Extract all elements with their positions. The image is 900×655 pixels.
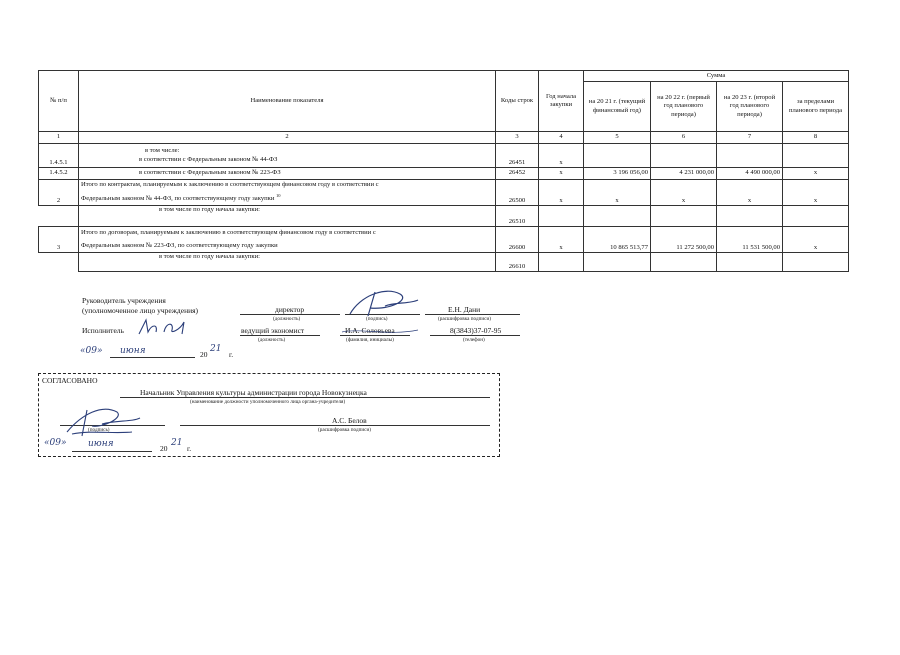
line <box>425 314 520 315</box>
col-number: 3 <box>496 132 539 144</box>
empty-cell <box>539 253 584 272</box>
executor-phone: 8(3843)37-07-95 <box>450 326 502 335</box>
col-number: 8 <box>783 132 849 144</box>
approval-date-day: «09» <box>44 438 67 448</box>
date-year: 21 <box>210 344 222 354</box>
row-num: 3 <box>39 227 79 253</box>
col-number: 6 <box>651 132 717 144</box>
date-suffix: г. <box>229 350 234 359</box>
line <box>180 425 490 426</box>
line <box>110 357 195 358</box>
row-name: в соответствии с Федеральным законом № 223-ФЗ <box>79 168 496 180</box>
head-name: Е.Н. Дани <box>448 305 481 314</box>
row-c6: 4 231 000,00 <box>651 168 717 180</box>
row-c5: 10 865 513,77 <box>584 227 651 253</box>
row-name <box>79 180 496 206</box>
table-row <box>39 227 849 253</box>
caption: (расшифровка подписи) <box>318 427 371 433</box>
row-c7: 11 531 500,00 <box>717 227 783 253</box>
col-number-row <box>39 132 849 144</box>
approval-signature <box>62 404 142 438</box>
row-year: х <box>539 144 584 168</box>
row-name-line: в соответствии с Федеральным законом № 44-ФЗ <box>139 155 278 163</box>
line <box>240 335 320 336</box>
col-number: 5 <box>584 132 651 144</box>
row-name-line <box>81 193 493 203</box>
row-c6: х <box>651 180 717 206</box>
row-code: 26451 <box>496 144 539 168</box>
caption: (телефон) <box>463 337 485 343</box>
empty-cell <box>584 253 651 272</box>
header-num: № п/п <box>39 71 79 132</box>
empty-cell <box>584 206 651 227</box>
row-name-line: Итого по контрактам, планируемым к заключению в соответствующем финансовом году в соответствии с <box>81 181 379 189</box>
purchase-table <box>38 70 849 272</box>
row-c5: 3 196 056,00 <box>584 168 651 180</box>
approval-official: Начальник Управления культуры администрации города Новокузнецка <box>140 388 367 397</box>
empty-cell <box>39 206 79 227</box>
approval-title: СОГЛАСОВАНО <box>42 376 98 385</box>
caption: (расшифровка подписи) <box>438 316 491 322</box>
table-row <box>39 168 849 180</box>
line <box>120 397 490 398</box>
director-signature <box>330 288 420 320</box>
row-code: 26600 <box>496 227 539 253</box>
row-c7 <box>717 144 783 168</box>
row-name: в том числе по году начала закупки: <box>79 206 496 227</box>
header-col5: на 20 21 г. (текущий финансовый год) <box>584 82 651 132</box>
date-month: июня <box>120 346 146 356</box>
col-number: 1 <box>39 132 79 144</box>
date-year-prefix: 20 <box>200 350 208 359</box>
caption: (фамилия, инициалы) <box>346 337 394 343</box>
header-codes: Коды строк <box>496 71 539 132</box>
header-summa: Сумма <box>584 71 849 82</box>
row-year: х <box>539 180 584 206</box>
row-name-line: Итого по договорам, планируемым к заключению в соответствующем финансовом году в соответствии с <box>81 229 376 237</box>
line <box>240 314 340 315</box>
empty-cell <box>39 253 79 272</box>
row-num: 2 <box>39 180 79 206</box>
row-c6: 11 272 500,00 <box>651 227 717 253</box>
executor-label: Исполнитель <box>82 326 124 335</box>
header-col7: на 20 23 г. (второй год планового периода) <box>717 82 783 132</box>
table-row <box>39 253 849 272</box>
table-row <box>39 144 849 168</box>
row-c7: 4 490 000,00 <box>717 168 783 180</box>
row-code: 26500 <box>496 180 539 206</box>
approval-date-suffix: г. <box>187 444 192 453</box>
stroke-mark <box>340 326 420 340</box>
table-row <box>39 206 849 227</box>
row-name: в том числе по году начала закупки: <box>79 253 496 272</box>
col-number: 2 <box>79 132 496 144</box>
empty-cell <box>717 253 783 272</box>
empty-cell <box>539 206 584 227</box>
col-number: 7 <box>717 132 783 144</box>
empty-cell <box>651 253 717 272</box>
row-c8: х <box>783 180 849 206</box>
line <box>430 335 520 336</box>
row-c5: х <box>584 180 651 206</box>
caption: (наименование должности уполномоченного лица органа-учредителя) <box>190 399 346 405</box>
footnote-mark: 10 <box>276 193 281 199</box>
row-c5 <box>584 144 651 168</box>
row-c6 <box>651 144 717 168</box>
header-year: Год начала закупки <box>539 71 584 132</box>
date-day: «09» <box>80 346 103 356</box>
row-name <box>79 227 496 253</box>
header-col8: за пределами планового периода <box>783 82 849 132</box>
row-year: х <box>539 227 584 253</box>
table-row <box>39 180 849 206</box>
header-name: Наименование показателя <box>79 71 496 132</box>
empty-cell <box>783 253 849 272</box>
row-name-line: Федеральным законом № 223-ФЗ, по соответствующему году закупки <box>81 241 278 249</box>
caption: (подпись) <box>88 427 110 433</box>
row-name <box>79 144 496 168</box>
empty-cell <box>783 206 849 227</box>
row-name-line: в том числе: <box>145 147 180 155</box>
row-num: 1.4.5.1 <box>39 144 79 168</box>
empty-cell <box>717 206 783 227</box>
approval-date-month: июня <box>88 439 114 449</box>
line <box>72 451 152 452</box>
head-position: директор <box>275 305 305 314</box>
row-code: 26510 <box>496 206 539 227</box>
row-code: 26452 <box>496 168 539 180</box>
approval-year: 21 <box>171 438 183 448</box>
row-c8: х <box>783 168 849 180</box>
head-label-2: (уполномоченное лицо учреждения) <box>82 306 199 315</box>
row-c8 <box>783 144 849 168</box>
row-c7: х <box>717 180 783 206</box>
row-num: 1.4.5.2 <box>39 168 79 180</box>
caption: (должность) <box>258 337 286 343</box>
approval-name: А.С. Белов <box>332 416 367 425</box>
executor-name: И.А. Соловьева <box>345 326 395 335</box>
row-year: х <box>539 168 584 180</box>
row-code: 26610 <box>496 253 539 272</box>
empty-cell <box>651 206 717 227</box>
head-label-1: Руководитель учреждения <box>82 296 166 305</box>
approval-year-prefix: 20 <box>160 444 168 453</box>
caption: (должность) <box>273 316 301 322</box>
row-name-text: Федеральным законом № 44-ФЗ, по соответствующему году закупки <box>81 195 275 203</box>
header-col6: на 20 22 г. (первый год планового периода) <box>651 82 717 132</box>
executor-position: ведущий экономист <box>241 326 305 335</box>
row-c8: х <box>783 227 849 253</box>
caption: (подпись) <box>366 316 388 322</box>
col-number: 4 <box>539 132 584 144</box>
executor-signature <box>136 318 196 338</box>
